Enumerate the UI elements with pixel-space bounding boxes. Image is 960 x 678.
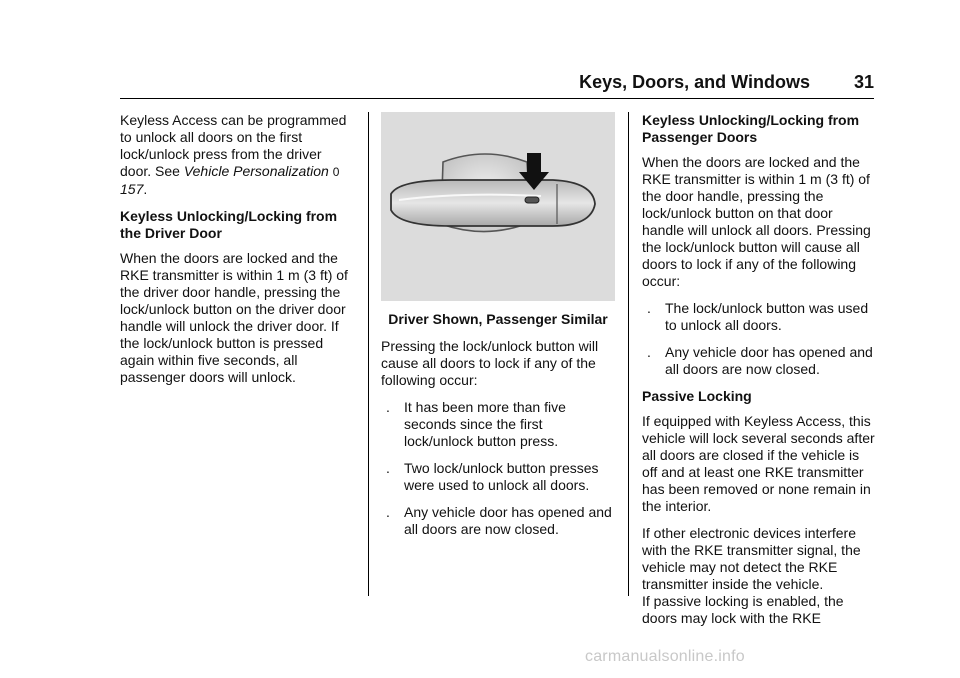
section-title: Keys, Doors, and Windows xyxy=(579,72,810,92)
passenger-doors-heading: Keyless Unlocking/Locking from Passenger Doors xyxy=(642,112,860,145)
lock-button-icon xyxy=(525,197,539,203)
vehicle-personalization-link[interactable]: Vehicle Personalization xyxy=(183,163,329,179)
figure-caption: Driver Shown, Passenger Similar xyxy=(388,311,608,327)
column-1 xyxy=(120,112,356,396)
list-item: . Any vehicle door has opened and all doors are now closed. xyxy=(647,344,873,377)
page-header xyxy=(120,72,874,98)
list-item: . Two lock/unlock button presses were used to unlock all doors. xyxy=(386,460,599,493)
passive-enabled-paragraph: If passive locking is enabled, the doors may lock with the RKE xyxy=(642,593,844,626)
bullet-icon: . xyxy=(647,344,651,360)
bullet-icon: . xyxy=(647,300,651,316)
page-ref-number[interactable]: 157 xyxy=(120,181,144,197)
passive-locking-heading: Passive Locking xyxy=(642,388,752,404)
passenger-doors-paragraph: When the doors are locked and the RKE transmitter is within 1 m (3 ft) of the door handle, pressing the lock/unlock button on that door handle will unlock all doors. Pressing the lock/unlock button will cause all doors to lock if any of the following occur: xyxy=(642,154,871,289)
column-2 xyxy=(381,112,615,548)
list-item: . The lock/unlock button was used to unlock all doors. xyxy=(647,300,869,333)
column-3 xyxy=(642,112,876,637)
bullet-icon: . xyxy=(386,460,390,476)
door-handle-illustration xyxy=(381,112,615,301)
interference-paragraph: If other electronic devices interfere with the RKE transmitter signal, the vehicle may not detect the RKE transmitter inside the vehicle. xyxy=(642,525,861,592)
passive-locking-paragraph: If equipped with Keyless Access, this vehicle will lock several seconds after all doors are closed if the vehicle is off and at least one RKE transmitter has been removed or none remain in the interior. xyxy=(642,413,875,514)
page-ref-icon: 0 xyxy=(332,165,340,179)
column-divider-1 xyxy=(368,112,369,596)
driver-door-paragraph: When the doors are locked and the RKE transmitter is within 1 m (3 ft) of the driver door handle, pressing the lock/unlock button on the driver door handle will unlock the driver door. If the lock/unlock button is pressed again within five seconds, all passenger doors will unlock. xyxy=(120,250,348,385)
bullet-icon: . xyxy=(386,504,390,520)
page-number: 31 xyxy=(853,72,874,92)
column-divider-2 xyxy=(628,112,629,596)
list-item: . Any vehicle door has opened and all doors are now closed. xyxy=(386,504,612,537)
list-item: . It has been more than five seconds since the first lock/unlock button press. xyxy=(386,399,566,449)
lock-paragraph: Pressing the lock/unlock button will cause all doors to lock if any of the following occur: xyxy=(381,338,599,388)
door-handle-figure xyxy=(381,112,615,301)
bullet-icon: . xyxy=(386,399,390,415)
driver-door-heading: Keyless Unlocking/Locking from the Driver Door xyxy=(120,208,338,241)
intro-paragraph: Keyless Access can be programmed to unlock all doors on the first lock/unlock press from the driver door. See Vehicle Personalization 0 157. xyxy=(120,112,347,197)
footer-watermark: carmanualsonline.info xyxy=(585,648,745,665)
header-rule xyxy=(120,98,874,99)
